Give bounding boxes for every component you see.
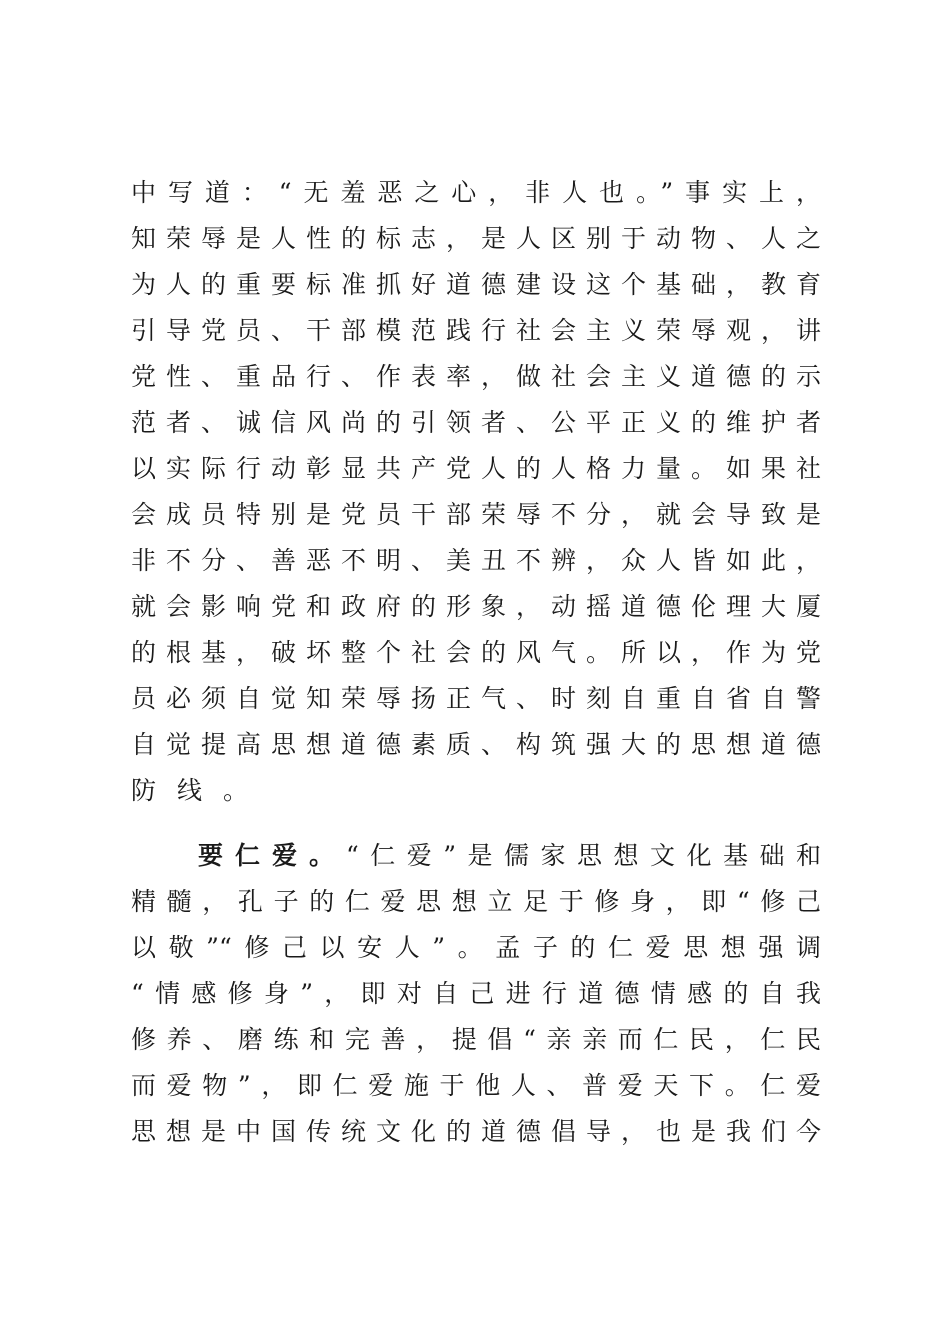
text-line: 知荣辱是人性的标志，是人区别于动物、人之 xyxy=(131,224,821,253)
text-line: “情感修身”，即对自己进行道德情感的自我 xyxy=(131,979,821,1008)
text-line: 引导党员、干部模范践行社会主义荣辱观，讲 xyxy=(131,316,821,345)
text-line: 会成员特别是党员干部荣辱不分，就会导致是 xyxy=(131,500,821,529)
text-line: 员必须自觉知荣辱扬正气、时刻自重自省自警 xyxy=(131,684,821,713)
paragraph-honor-disgrace xyxy=(131,170,821,814)
paragraph-benevolence xyxy=(131,833,821,1155)
text-line: 非不分、善恶不明、美丑不辨，众人皆如此， xyxy=(131,546,821,575)
text-line: 以敬”“修己以安人”。孟子的仁爱思想强调 xyxy=(131,933,821,962)
text-line: 为人的重要标准抓好道德建设这个基础，教育 xyxy=(131,270,821,299)
text-line: 的根基，破坏整个社会的风气。所以，作为党 xyxy=(131,638,821,667)
text-line: 党性、重品行、作表率，做社会主义道德的示 xyxy=(131,362,821,391)
text-line: 就会影响党和政府的形象，动摇道德伦理大厦 xyxy=(131,592,821,621)
text-line: 中写道：“无羞恶之心，非人也。”事实上， xyxy=(131,178,821,207)
text-line: 自觉提高思想道德素质、构筑强大的思想道德 xyxy=(131,730,821,759)
text-line: 精髓，孔子的仁爱思想立足于修身，即“修己 xyxy=(131,887,821,916)
text-line: 防线。 xyxy=(131,776,270,805)
text-line: 思想是中国传统文化的道德倡导，也是我们今 xyxy=(131,1117,821,1146)
text-line: 修养、磨练和完善，提倡“亲亲而仁民，仁民 xyxy=(131,1025,821,1054)
section-heading: 要仁爱。 xyxy=(198,841,347,870)
text-line: 以实际行动彰显共产党人的人格力量。如果社 xyxy=(131,454,821,483)
text-line-rest: “仁爱”是儒家思想文化基础和 xyxy=(346,841,821,870)
paragraph-first-line xyxy=(131,833,821,879)
text-line: 范者、诚信风尚的引领者、公平正义的维护者 xyxy=(131,408,821,437)
text-line: 而爱物”，即仁爱施于他人、普爱天下。仁爱 xyxy=(131,1071,821,1100)
